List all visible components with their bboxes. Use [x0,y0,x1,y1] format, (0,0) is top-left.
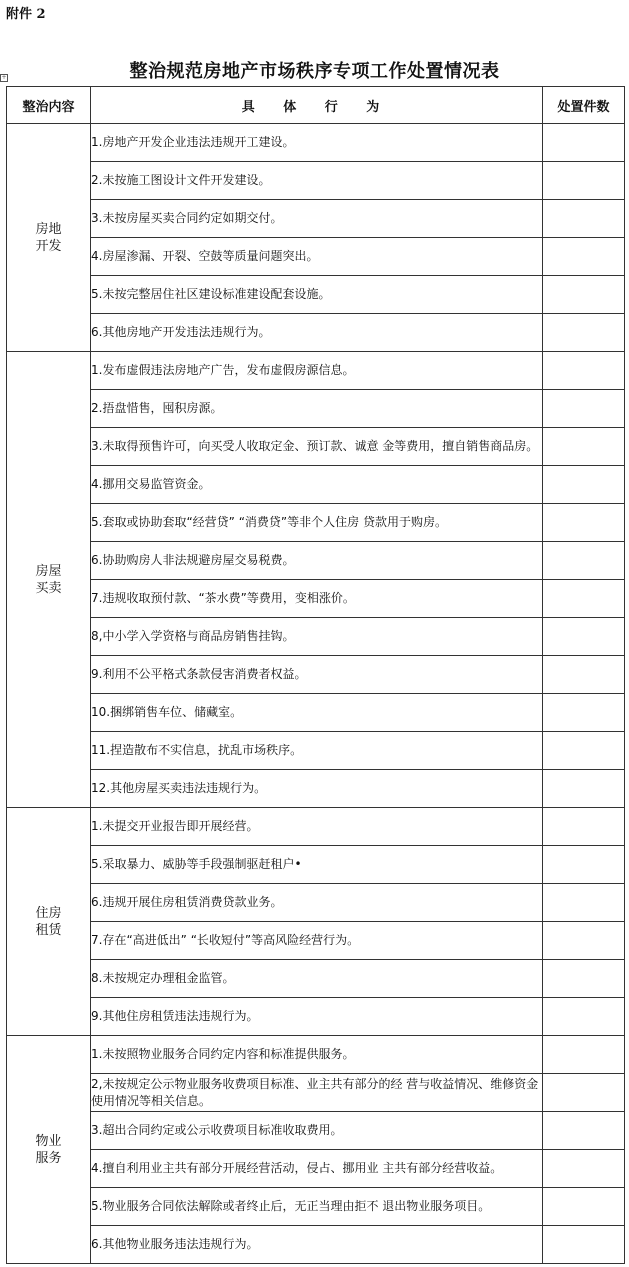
count-input-cell[interactable] [543,466,625,504]
category-label: 房屋买卖 [35,563,62,596]
count-input-cell[interactable] [543,1188,625,1226]
column-header-behavior: 具 体 行 为 [91,87,543,124]
disposal-table [6,86,625,1264]
count-input-cell[interactable] [543,1036,625,1074]
behavior-cell: 1.未按照物业服务合同约定内容和标准提供服务。 [91,1036,543,1074]
count-input-cell[interactable] [543,1112,625,1150]
table-row [7,1036,625,1074]
table-row [7,618,625,656]
table-body [7,124,625,1264]
count-input-cell[interactable] [543,580,625,618]
count-input-cell[interactable] [543,504,625,542]
category-cell [7,1036,91,1264]
table-header-row [7,87,625,124]
count-input-cell[interactable] [543,694,625,732]
behavior-cell: 5.未按完整居住社区建设标准建设配套设施。 [91,276,543,314]
count-input-cell[interactable] [543,124,625,162]
table-anchor-icon: + [1,74,7,81]
behavior-cell: 3.未取得预售许可，向买受人收取定金、预订款、诚意 金等费用，擅自销售商品房。 [91,428,543,466]
table-row [7,960,625,998]
table-row [7,1074,625,1112]
category-label: 物业服务 [35,1133,62,1166]
table-row [7,352,625,390]
table-row [7,1188,625,1226]
behavior-cell: 1.发布虚假违法房地产广告，发布虚假房源信息。 [91,352,543,390]
table-row [7,884,625,922]
behavior-cell: 9.其他住房租赁违法违规行为。 [91,998,543,1036]
behavior-cell: 3.未按房屋买卖合同约定如期交付。 [91,200,543,238]
behavior-cell: 10.捆绑销售车位、储藏室。 [91,694,543,732]
table-row [7,124,625,162]
category-cell [7,352,91,808]
table-row [7,314,625,352]
count-input-cell[interactable] [543,238,625,276]
column-header-count: 处置件数 [543,87,625,124]
table-row [7,808,625,846]
behavior-cell: 1.未提交开业报告即开展经营。 [91,808,543,846]
category-label: 房地开发 [35,221,62,254]
count-input-cell[interactable] [543,732,625,770]
behavior-cell: 7.违规收取预付款、“茶水费”等费用，变相涨价。 [91,580,543,618]
count-input-cell[interactable] [543,314,625,352]
category-cell [7,808,91,1036]
behavior-cell: 5.物业服务合同依法解除或者终止后，无正当理由拒不 退出物业服务项目。 [91,1188,543,1226]
table-row [7,770,625,808]
behavior-cell: 5.套取或协助套取“经营贷” “消费贷”等非个人住房 贷款用于购房。 [91,504,543,542]
table-row [7,542,625,580]
count-input-cell[interactable] [543,1150,625,1188]
behavior-cell: 4.挪用交易监管资金。 [91,466,543,504]
count-input-cell[interactable] [543,542,625,580]
table-row [7,998,625,1036]
count-input-cell[interactable] [543,922,625,960]
behavior-cell: 8.未按规定办理租金监管。 [91,960,543,998]
count-input-cell[interactable] [543,428,625,466]
behavior-cell: 4.擅自利用业主共有部分开展经营活动，侵占、挪用业 主共有部分经营收益。 [91,1150,543,1188]
behavior-cell: 5.采取暴力、威胁等手段强制驱赶租户• [91,846,543,884]
table-row [7,276,625,314]
behavior-cell: 3.超出合同约定或公示收费项目标准收取费用。 [91,1112,543,1150]
behavior-cell: 6.协助购房人非法规避房屋交易税费。 [91,542,543,580]
table-row [7,504,625,542]
page-title: 整治规范房地产市场秩序专项工作处置情况表 [129,61,500,82]
table-row [7,428,625,466]
behavior-cell: 11.捏造散布不实信息，扰乱市场秩序。 [91,732,543,770]
table-row [7,846,625,884]
behavior-cell: 9.利用不公平格式条款侵害消费者权益。 [91,656,543,694]
behavior-cell: 6.其他物业服务违法违规行为。 [91,1226,543,1264]
count-input-cell[interactable] [543,352,625,390]
count-input-cell[interactable] [543,884,625,922]
behavior-cell: 8,中小学入学资格与商品房销售挂钩。 [91,618,543,656]
behavior-cell: 2.捂盘惜售，囤积房源。 [91,390,543,428]
behavior-cell: 1.房地产开发企业违法违规开工建设。 [91,124,543,162]
attachment-label: 附件 2 [6,7,46,22]
count-input-cell[interactable] [543,390,625,428]
table-row [7,922,625,960]
category-label: 住房租赁 [35,905,62,938]
table-row [7,732,625,770]
behavior-cell: 4.房屋渗漏、开裂、空鼓等质量问题突出。 [91,238,543,276]
count-input-cell[interactable] [543,276,625,314]
behavior-cell: 6.其他房地产开发违法违规行为。 [91,314,543,352]
table-row [7,200,625,238]
count-input-cell[interactable] [543,656,625,694]
count-input-cell[interactable] [543,960,625,998]
behavior-cell: 2.未按施工图设计文件开发建设。 [91,162,543,200]
behavior-cell: 2,未按规定公示物业服务收费项目标准、业主共有部分的经 营与收益情况、维修资金使用情况等相关信息。 [91,1074,543,1112]
table-row [7,162,625,200]
count-input-cell[interactable] [543,162,625,200]
count-input-cell[interactable] [543,1226,625,1264]
table-row [7,1112,625,1150]
count-input-cell[interactable] [543,1074,625,1112]
count-input-cell[interactable] [543,846,625,884]
count-input-cell[interactable] [543,808,625,846]
table-row [7,466,625,504]
table-row [7,238,625,276]
table-row [7,1226,625,1264]
table-row [7,656,625,694]
category-cell [7,124,91,352]
table-row [7,580,625,618]
count-input-cell[interactable] [543,618,625,656]
column-header-category: 整治内容 [7,87,91,124]
count-input-cell[interactable] [543,998,625,1036]
table-row [7,390,625,428]
behavior-cell: 7.存在“高进低出” “长收短付”等高风险经营行为。 [91,922,543,960]
count-input-cell[interactable] [543,770,625,808]
table-row [7,1150,625,1188]
behavior-cell: 6.违规开展住房租赁消费贷款业务。 [91,884,543,922]
table-row [7,694,625,732]
count-input-cell[interactable] [543,200,625,238]
behavior-cell: 12.其他房屋买卖违法违规行为。 [91,770,543,808]
